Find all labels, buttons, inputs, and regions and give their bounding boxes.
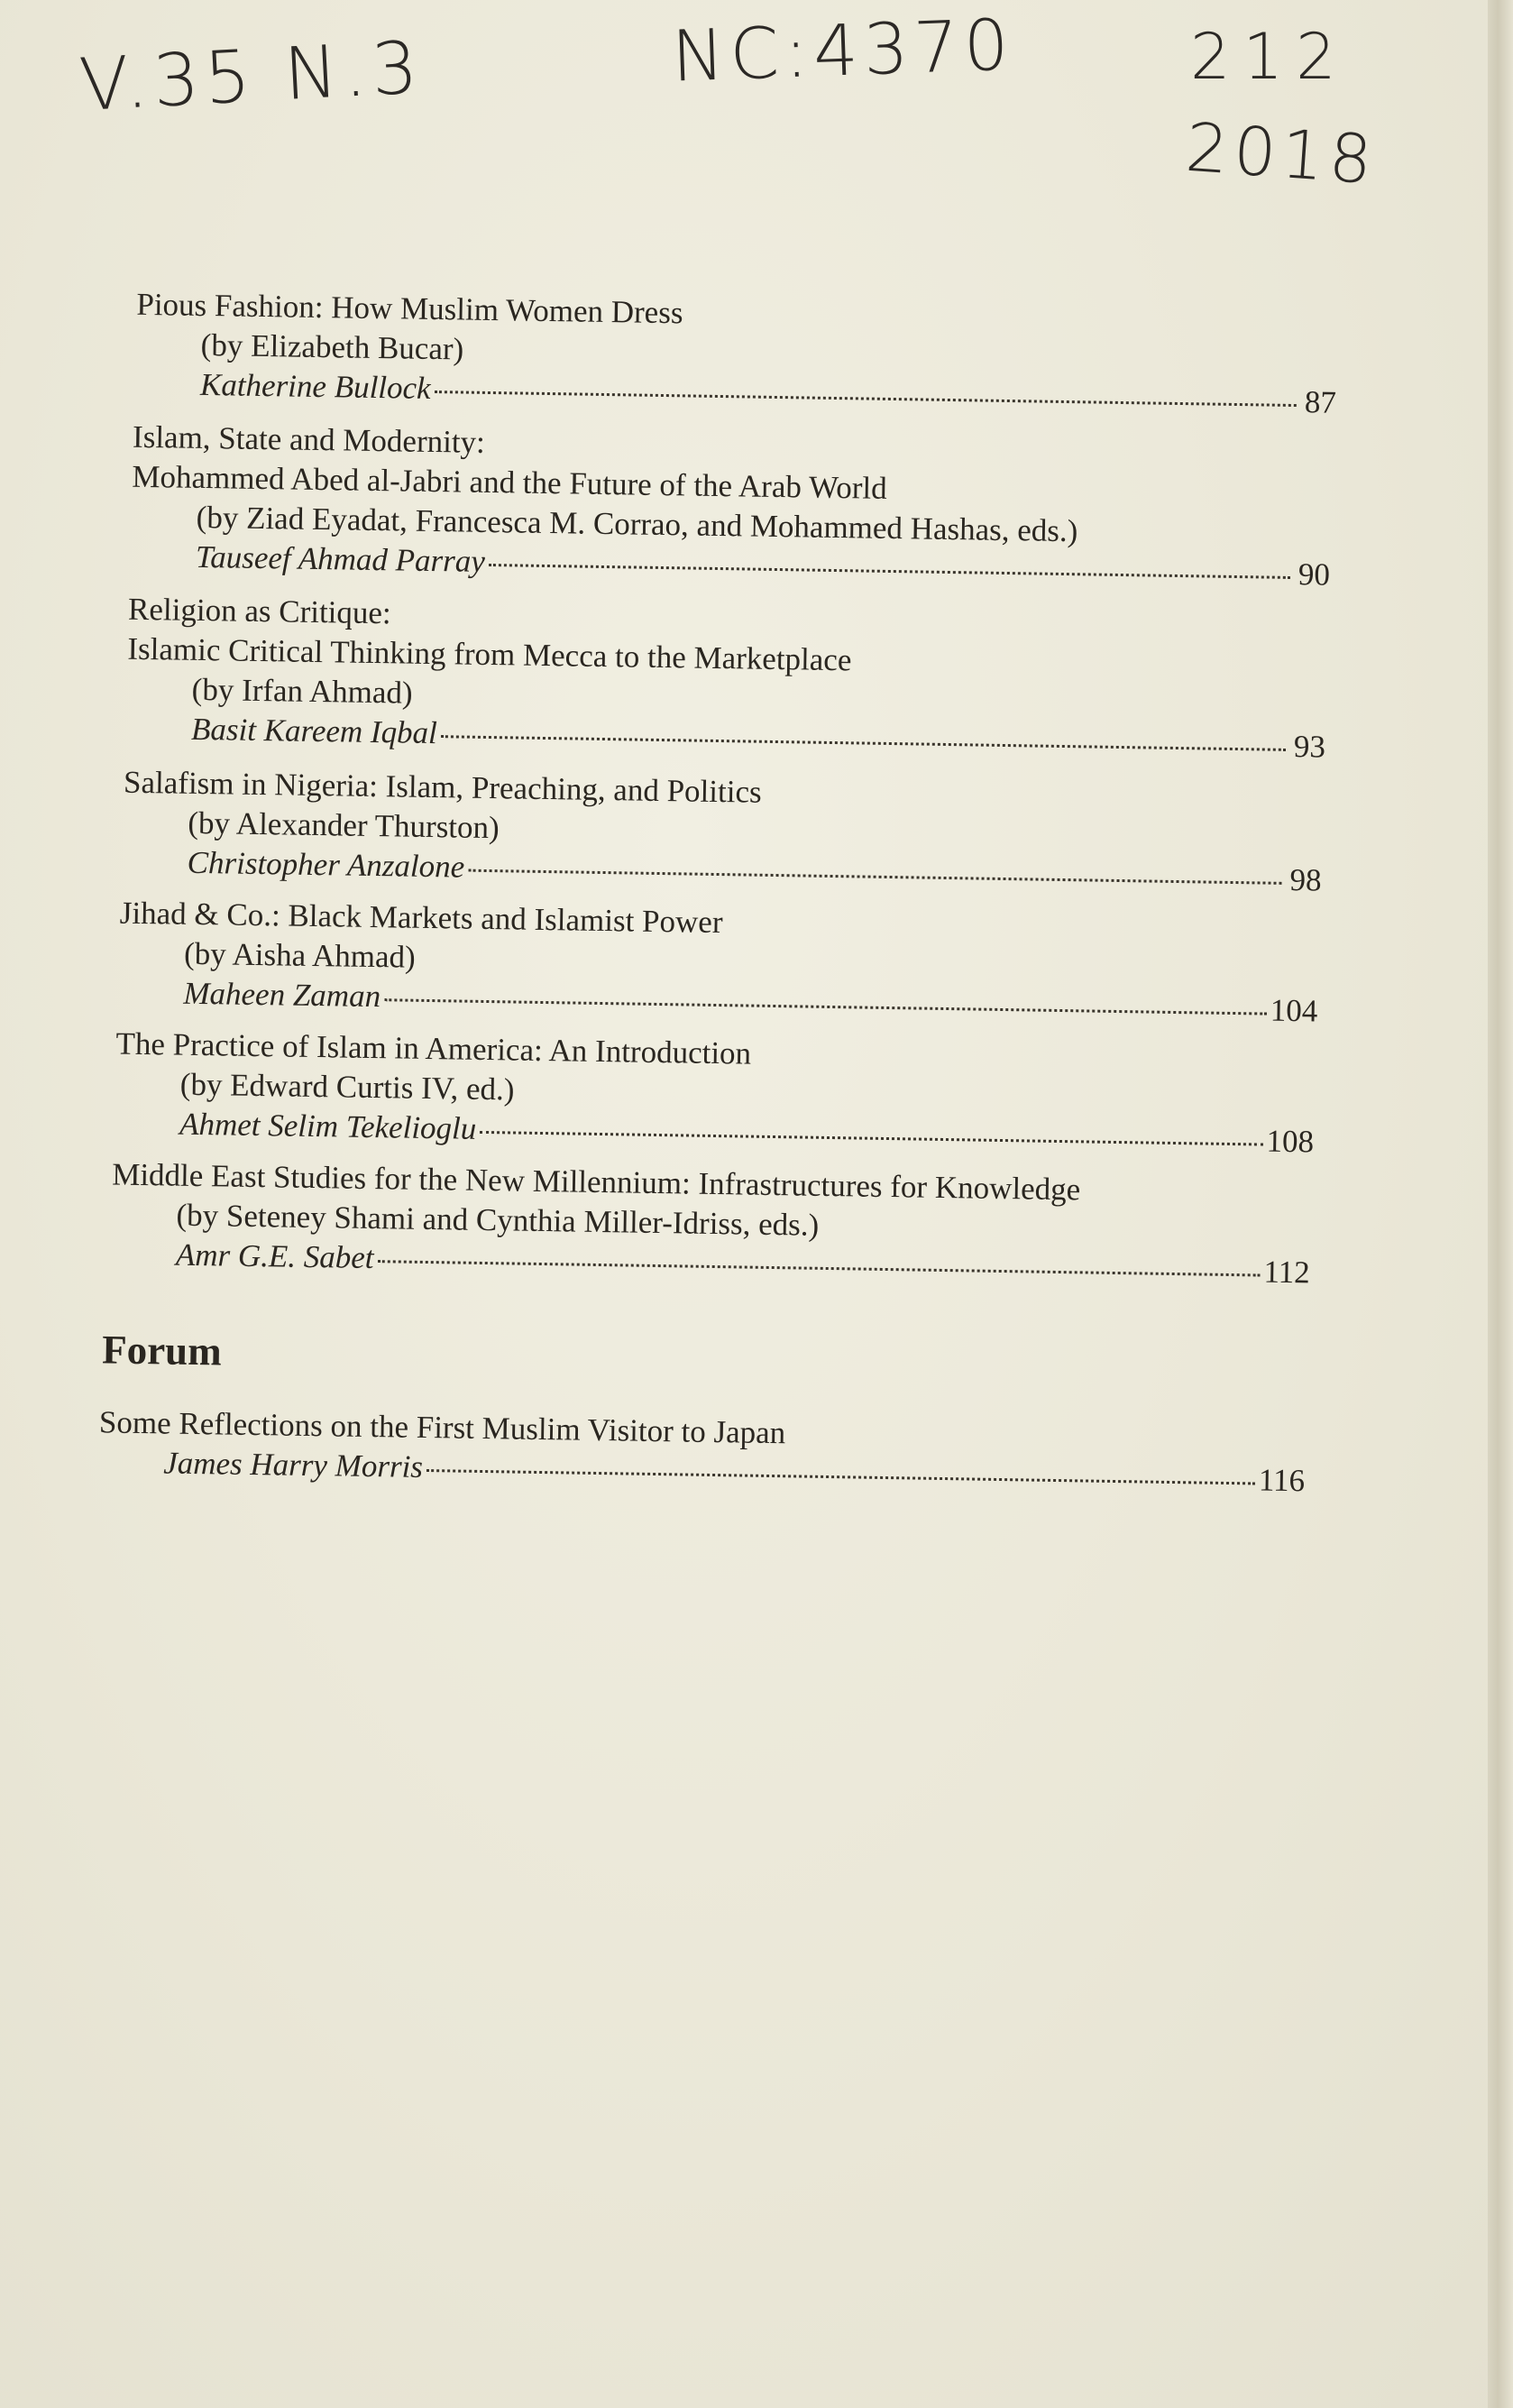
entry-byline: (by Edward Curtis IV, ed.) <box>179 1066 515 1107</box>
entry-title: Mohammed Abed al-Jabri and the Future of the Arab World <box>132 458 887 506</box>
entry-title: The Practice of Islam in America: An Introduction <box>115 1025 752 1071</box>
dot-leader <box>468 869 1281 885</box>
entry-title: Jihad & Co.: Black Markets and Islamist Power <box>119 895 723 941</box>
entry-title: Middle East Studies for the New Millennium: Infrastructures for Knowledge <box>111 1156 1081 1208</box>
entry-byline: (by Ziad Eyadat, Francesca M. Corrao, and Mohammed Hashas, eds.) <box>196 499 1078 549</box>
page-edge <box>1488 0 1513 2408</box>
entry-reviewer: James Harry Morris <box>162 1445 424 1484</box>
entry-title: Pious Fashion: How Muslim Women Dress <box>136 286 683 331</box>
dot-leader <box>377 1260 1260 1276</box>
entry-title: Some Reflections on the First Muslim Visitor to Japan <box>98 1404 786 1451</box>
handwritten-year-note: 2018 <box>1183 108 1380 200</box>
entry-byline: (by Aisha Ahmad) <box>183 935 417 975</box>
dot-leader <box>480 1131 1262 1146</box>
handwritten-accession-note: NC:4370 <box>670 5 1016 98</box>
handwritten-code-note: 212 <box>1190 20 1349 94</box>
entry-reviewer: Katherine Bullock <box>199 366 431 406</box>
dot-leader <box>441 735 1286 751</box>
entry-reviewer: Ahmet Selim Tekelioglu <box>179 1106 477 1146</box>
entry-page-number: 112 <box>1263 1254 1311 1291</box>
handwritten-volume-note: V.35 N.3 <box>77 25 426 127</box>
entry-byline: (by Seteney Shami and Cynthia Miller-Idriss, eds.) <box>176 1197 820 1243</box>
dot-leader <box>435 391 1297 407</box>
dot-leader <box>426 1469 1255 1484</box>
entry-reviewer: Tauseef Ahmad Parray <box>195 538 486 579</box>
toc-entry <box>126 590 1328 767</box>
entry-reviewer: Amr G.E. Sabet <box>175 1236 374 1276</box>
entry-byline: (by Alexander Thurston) <box>188 804 500 846</box>
entry-page-number: 116 <box>1258 1462 1306 1499</box>
toc-entry <box>131 418 1333 595</box>
toc-entry <box>118 894 1319 1032</box>
entry-byline: (by Elizabeth Bucar) <box>200 326 464 367</box>
entry-page-number: 87 <box>1304 384 1337 420</box>
entry-reviewer: Maheen Zaman <box>183 975 381 1015</box>
entry-reviewer: Christopher Anzalone <box>187 844 465 885</box>
dot-leader <box>384 998 1267 1015</box>
entry-page-number: 93 <box>1293 729 1326 765</box>
forum-heading: Forum <box>101 1327 223 1374</box>
toc-entry <box>115 1025 1316 1163</box>
entry-title: Islamic Critical Thinking from Mecca to the Marketplace <box>127 630 852 678</box>
entry-title: Islam, State and Modernity: <box>132 418 486 460</box>
toc-entry <box>111 1155 1312 1293</box>
toc-entry <box>135 285 1338 423</box>
entry-page-number: 104 <box>1270 992 1318 1029</box>
entry-title: Religion as Critique: <box>127 591 392 631</box>
dot-leader <box>489 564 1290 579</box>
toc-entry <box>122 763 1323 901</box>
entry-page-number: 98 <box>1289 861 1322 898</box>
entry-page-number: 90 <box>1298 556 1331 593</box>
entry-page-number: 108 <box>1266 1123 1315 1160</box>
entry-byline: (by Irfan Ahmad) <box>191 671 413 711</box>
entry-reviewer: Basit Kareem Iqbal <box>190 711 438 751</box>
entry-title: Salafism in Nigeria: Islam, Preaching, and Politics <box>123 764 762 810</box>
